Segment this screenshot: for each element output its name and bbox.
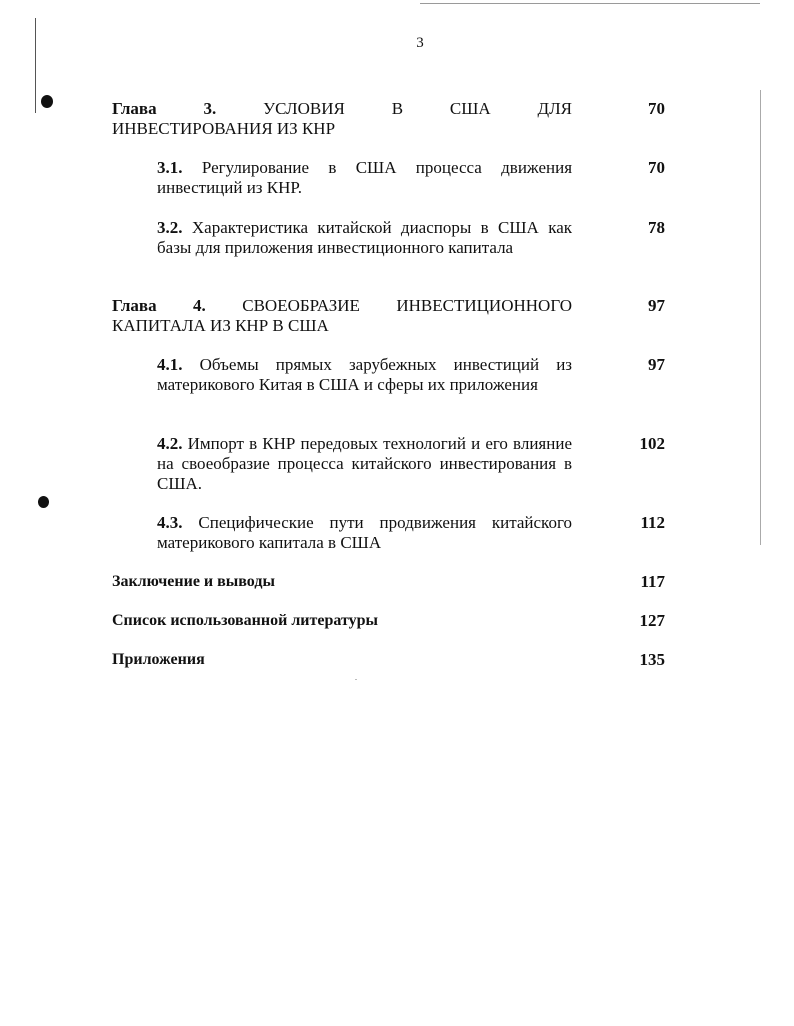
scan-artifact-right-line	[760, 90, 761, 545]
section-number: 3.1.	[157, 158, 183, 177]
section-title: Импорт в КНР передовых технологий и его влияние на своеобразие процесса китайского инвестирования в США.	[157, 434, 572, 493]
toc-references	[112, 611, 665, 631]
toc-entry-title: Список использованной литературы	[112, 612, 378, 629]
scan-artifact-top-line	[420, 3, 760, 4]
toc-page-number: 112	[640, 513, 665, 532]
toc-section-4-1	[157, 355, 665, 395]
toc-conclusion	[112, 572, 665, 592]
toc-page-number: 97	[648, 296, 665, 315]
chapter-title-line2: КАПИТАЛА ИЗ КНР В США	[112, 316, 329, 335]
toc-section-3-1	[157, 158, 665, 198]
section-title: Специфические пути продвижения китайского материкового капитала в США	[157, 513, 572, 552]
toc-section-4-2	[157, 434, 665, 494]
toc-entry-title: Заключение и выводы	[112, 573, 275, 590]
section-title: Характеристика китайской диаспоры в США как базы для приложения инвестиционного капитала	[157, 218, 573, 257]
section-title: Регулирование в США процесса движения инвестиций из КНР.	[157, 158, 573, 197]
toc-page-number: 70	[648, 158, 665, 177]
section-number: 3.2.	[157, 218, 183, 237]
toc-chapter-3	[112, 99, 665, 139]
toc-page-number: 135	[639, 650, 665, 669]
toc-section-4-3	[157, 513, 665, 553]
punch-hole-mark	[38, 496, 49, 508]
toc-chapter-4	[112, 296, 665, 336]
section-number: 4.3.	[157, 513, 183, 532]
scan-artifact-left-line	[35, 18, 36, 113]
chapter-title-line1: УСЛОВИЯ В США ДЛЯ	[263, 99, 572, 118]
chapter-title-line1: СВОЕОБРАЗИЕ ИНВЕСТИЦИОННОГО	[242, 296, 572, 315]
toc-entry-title: Приложения	[112, 651, 205, 668]
chapter-title-line2: ИНВЕСТИРОВАНИЯ ИЗ КНР	[112, 119, 336, 138]
toc-section-3-2	[157, 218, 665, 258]
chapter-label: Глава 3.	[112, 99, 217, 118]
toc-page-number: 102	[639, 434, 665, 453]
section-title: Объемы прямых зарубежных инвестиций из материкового Китая в США и сферы их приложения	[157, 355, 573, 394]
punch-hole-mark	[41, 95, 53, 108]
toc-page-number: 117	[640, 572, 665, 591]
toc-page-number: 97	[648, 355, 665, 374]
toc-page-number: 127	[639, 611, 665, 630]
page-number: 3	[416, 35, 424, 51]
section-number: 4.1.	[157, 355, 183, 374]
scan-speck	[355, 679, 357, 680]
chapter-label: Глава 4.	[112, 296, 206, 315]
toc-appendices	[112, 650, 665, 670]
toc-page-number: 70	[648, 99, 665, 118]
toc-page-number: 78	[648, 218, 665, 237]
section-number: 4.2.	[157, 434, 183, 453]
